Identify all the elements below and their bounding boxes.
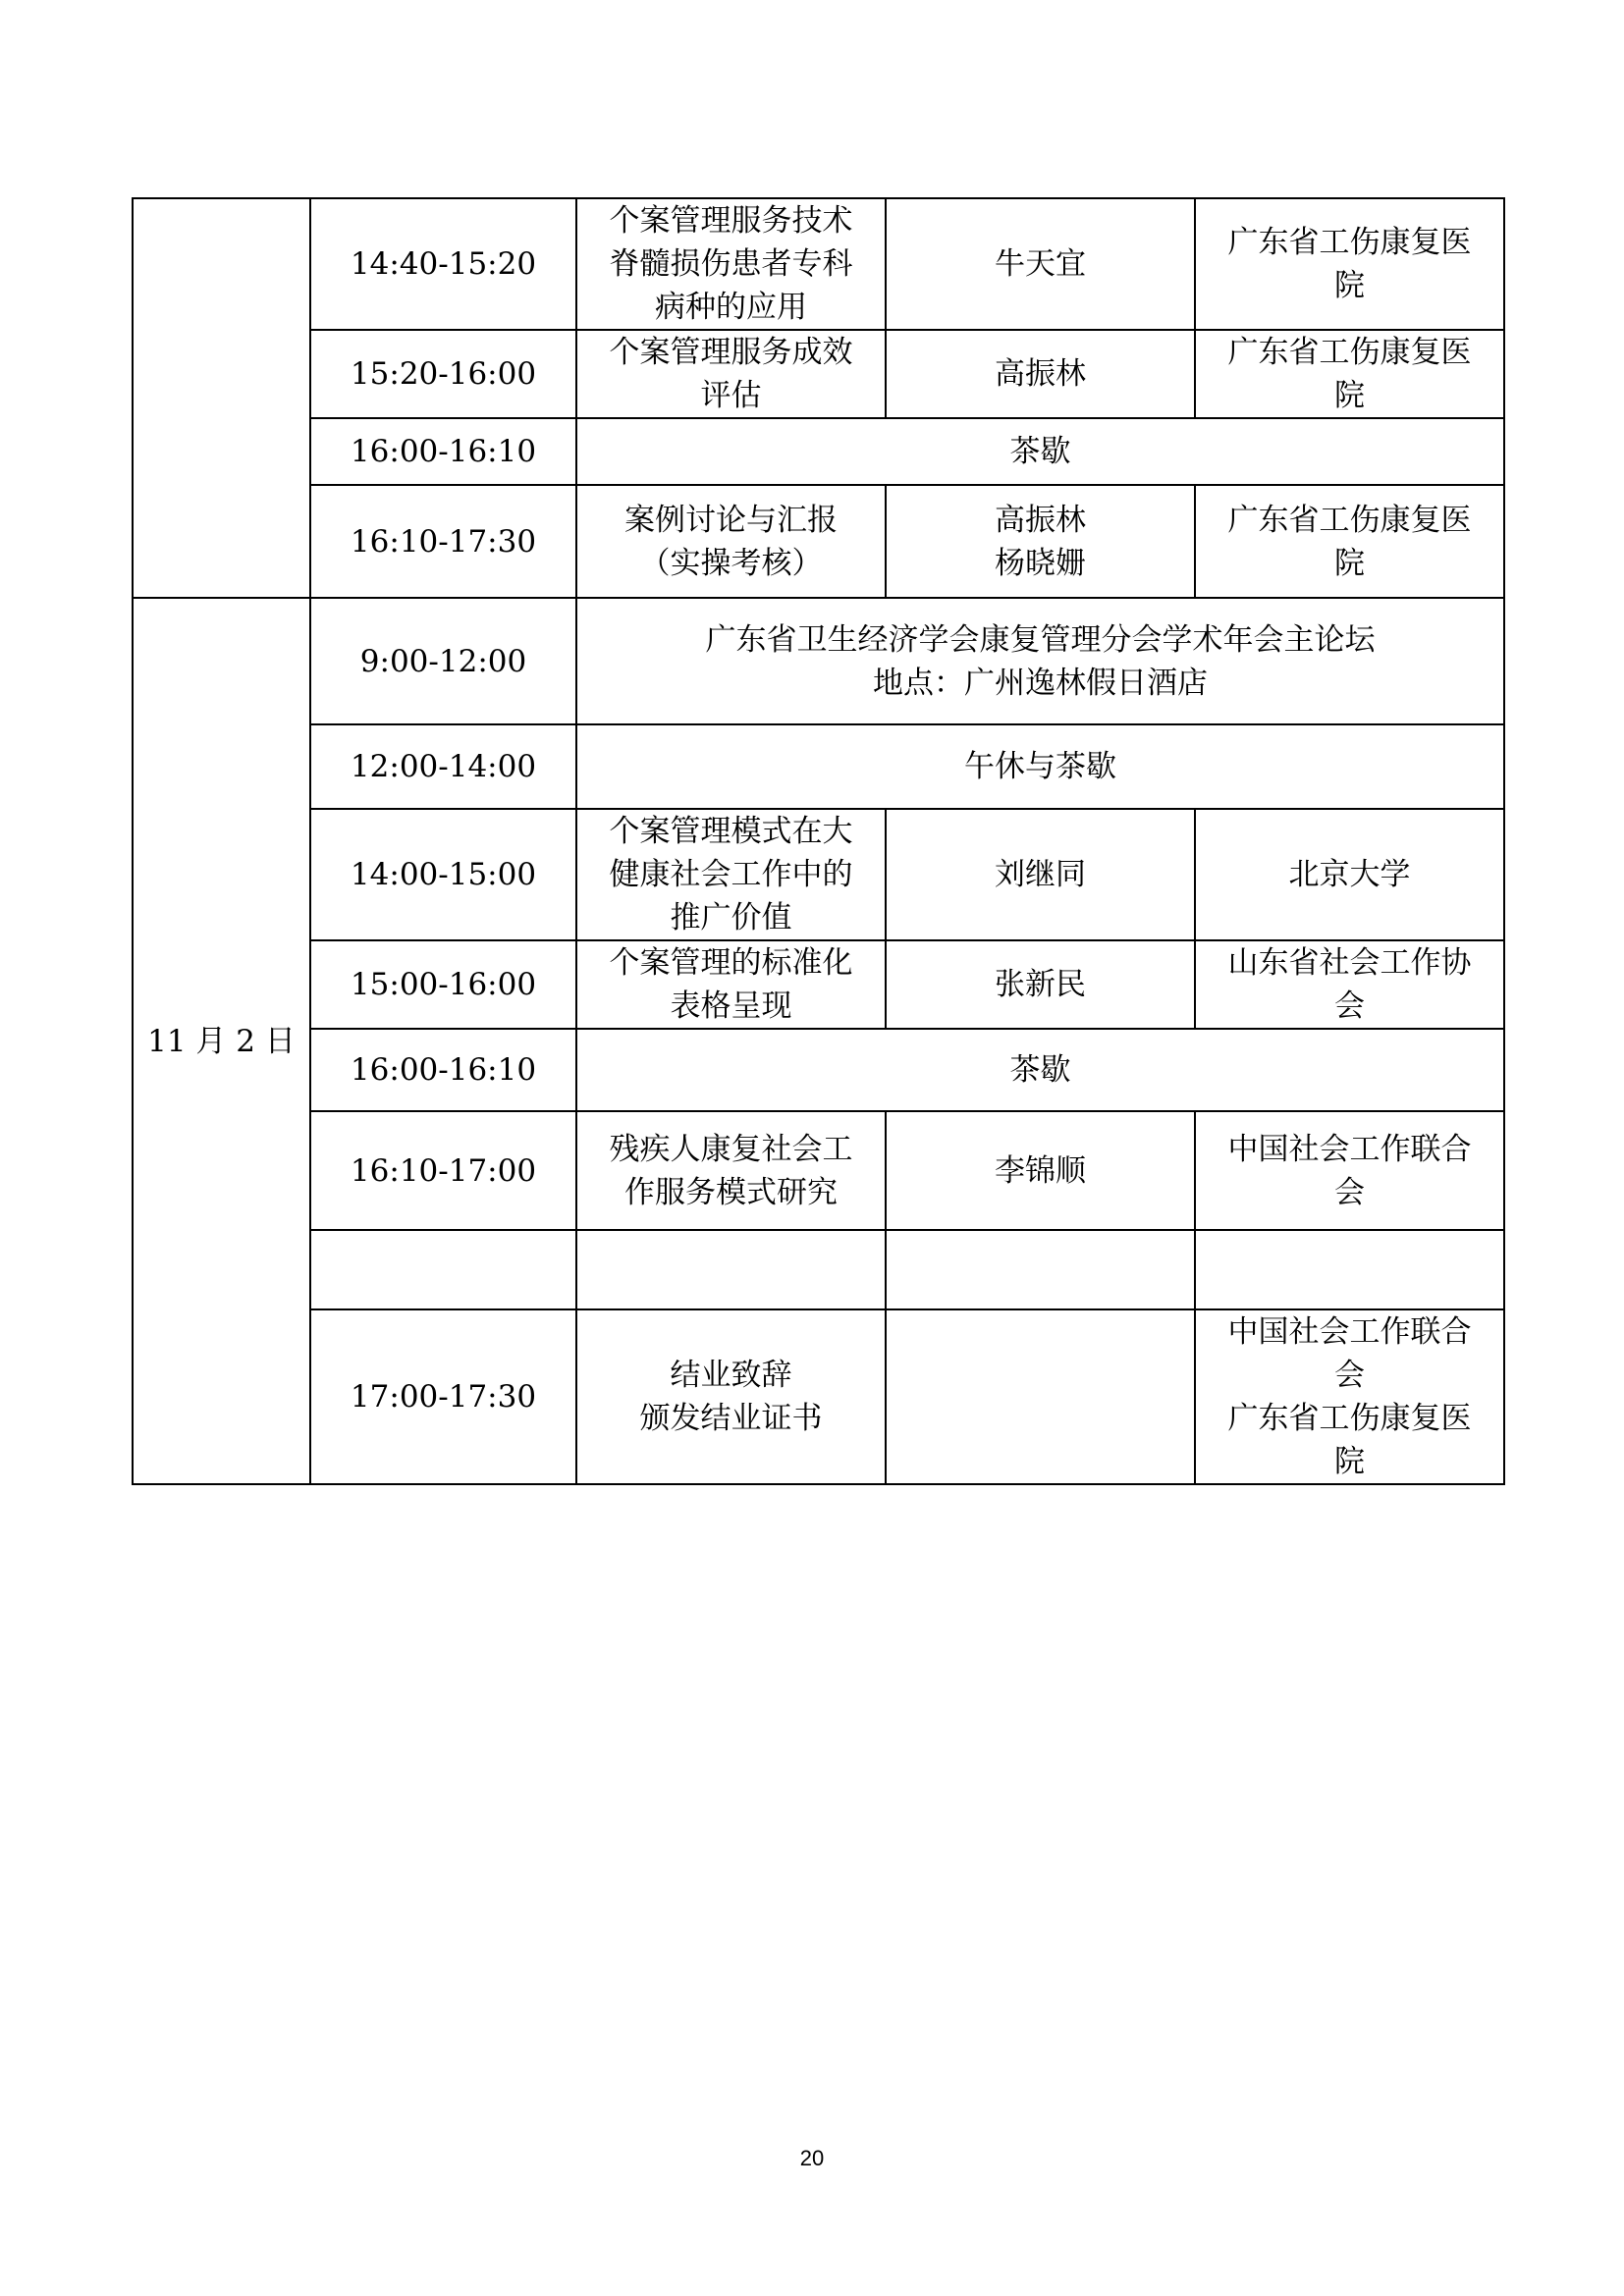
table-row xyxy=(133,598,1504,724)
time-cell: 17:00-17:30 xyxy=(310,1309,576,1484)
time-cell: 14:00-15:00 xyxy=(310,809,576,940)
topic-cell: 个案管理服务成效 评估 xyxy=(576,330,886,418)
table-row xyxy=(133,1029,1504,1111)
topic-cell: 个案管理服务技术 脊髓损伤患者专科 病种的应用 xyxy=(576,198,886,330)
table-row xyxy=(133,198,1504,330)
table-row xyxy=(133,940,1504,1029)
break-cell: 茶歇 xyxy=(576,418,1504,485)
speaker-cell: 张新民 xyxy=(886,940,1195,1029)
org-cell: 广东省工伤康复医 院 xyxy=(1195,330,1504,418)
table-row xyxy=(133,485,1504,598)
table-row-empty xyxy=(133,1230,1504,1309)
time-cell xyxy=(310,1230,576,1309)
time-cell: 16:00-16:10 xyxy=(310,1029,576,1111)
speaker-cell: 牛天宜 xyxy=(886,198,1195,330)
org-cell: 广东省工伤康复医 院 xyxy=(1195,485,1504,598)
date-cell-empty xyxy=(133,198,310,598)
page-number: 20 xyxy=(799,2146,825,2170)
speaker-cell: 刘继同 xyxy=(886,809,1195,940)
org-cell: 中国社会工作联合 会 xyxy=(1195,1111,1504,1230)
time-cell: 15:20-16:00 xyxy=(310,330,576,418)
table-row xyxy=(133,418,1504,485)
org-cell: 山东省社会工作协 会 xyxy=(1195,940,1504,1029)
table-row xyxy=(133,809,1504,940)
time-cell: 15:00-16:00 xyxy=(310,940,576,1029)
table-row xyxy=(133,1111,1504,1230)
topic-cell: 结业致辞 颁发结业证书 xyxy=(576,1309,886,1484)
org-cell: 北京大学 xyxy=(1195,809,1504,940)
topic-cell: 残疾人康复社会工 作服务模式研究 xyxy=(576,1111,886,1230)
topic-cell: 个案管理的标准化 表格呈现 xyxy=(576,940,886,1029)
time-cell: 9:00-12:00 xyxy=(310,598,576,724)
topic-cell: 案例讨论与汇报 （实操考核） xyxy=(576,485,886,598)
speaker-cell: 高振林 杨晓姗 xyxy=(886,485,1195,598)
topic-cell: 个案管理模式在大 健康社会工作中的 推广价值 xyxy=(576,809,886,940)
break-cell: 茶歇 xyxy=(576,1029,1504,1111)
time-cell: 16:00-16:10 xyxy=(310,418,576,485)
time-cell: 16:10-17:00 xyxy=(310,1111,576,1230)
speaker-cell: 李锦顺 xyxy=(886,1111,1195,1230)
time-cell: 14:40-15:20 xyxy=(310,198,576,330)
org-cell: 广东省工伤康复医 院 xyxy=(1195,198,1504,330)
speaker-cell: 高振林 xyxy=(886,330,1195,418)
org-cell xyxy=(1195,1230,1504,1309)
table-row xyxy=(133,724,1504,809)
table-row xyxy=(133,330,1504,418)
speaker-cell xyxy=(886,1309,1195,1484)
speaker-cell xyxy=(886,1230,1195,1309)
time-cell: 16:10-17:30 xyxy=(310,485,576,598)
org-cell: 中国社会工作联合 会 广东省工伤康复医 院 xyxy=(1195,1309,1504,1484)
schedule-table xyxy=(132,197,1505,1485)
forum-cell: 广东省卫生经济学会康复管理分会学术年会主论坛 地点：广州逸林假日酒店 xyxy=(576,598,1504,724)
date-cell: 11 月 2 日 xyxy=(133,598,310,1484)
break-cell: 午休与茶歇 xyxy=(576,724,1504,809)
table-row xyxy=(133,1309,1504,1484)
topic-cell xyxy=(576,1230,886,1309)
time-cell: 12:00-14:00 xyxy=(310,724,576,809)
